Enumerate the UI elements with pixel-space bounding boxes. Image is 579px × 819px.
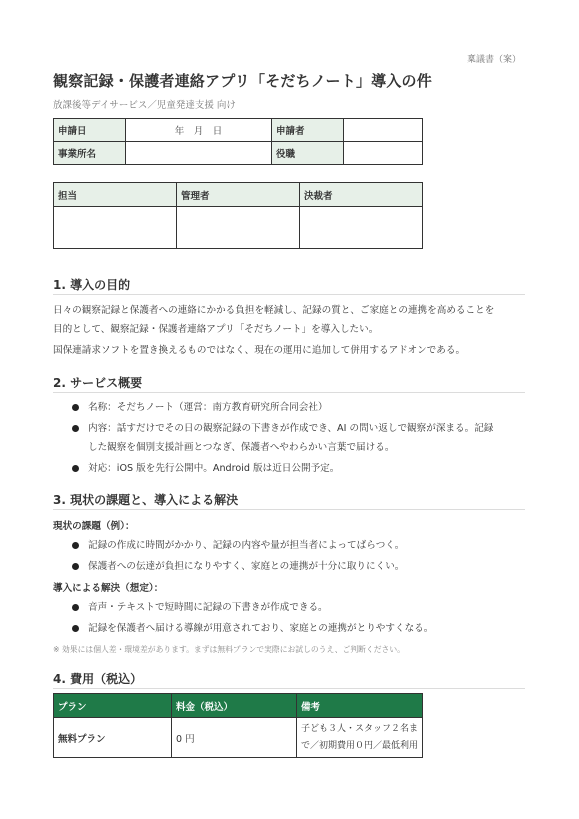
- service-platforms: 対応：iOS 版を先行公開中。Android 版は近日公開予定。: [88, 463, 340, 474]
- disclaimer-note: ※ 効果には個人差・環境差があります。まずは無料プランで実際にお試しのうえ、ご判断ください。: [53, 645, 405, 654]
- cost-table: [53, 693, 423, 758]
- applicant-label: 申請者: [272, 119, 344, 142]
- applicant-field[interactable]: [344, 119, 423, 142]
- service-content-cont: した観察を個別支援計画とつなぎ、保護者へやわらかい言葉で届ける。: [88, 442, 395, 453]
- application-table: [53, 118, 423, 165]
- approval-header-approver: 決裁者: [300, 183, 423, 207]
- plan-price: 0 円: [172, 718, 297, 758]
- cost-header-plan: プラン: [54, 694, 172, 718]
- position-field[interactable]: [344, 142, 423, 165]
- section-divider: [53, 392, 525, 393]
- list-item-continuation: [72, 438, 540, 458]
- list-item: [72, 398, 540, 418]
- section2-heading: 2. サービス概要: [53, 376, 143, 390]
- purpose-line-1: 日々の観察記録と保護者への連絡にかかる負担を軽減し、記録の質と、ご家庭との連携を高めることを: [53, 305, 495, 316]
- solution-text: 記録を保護者へ届ける導線が用意されており、家庭との連携がとりやすくなる。: [88, 623, 434, 634]
- section3-heading: 3. 現状の課題と、導入による解決: [53, 493, 239, 507]
- list-item: [72, 619, 540, 639]
- document-type: 稟議書（案）: [466, 55, 521, 65]
- approval-header-manager: 管理者: [177, 183, 300, 207]
- service-name: 名称：そだちノート（運営：南方教育研究所合同会社）: [88, 402, 328, 413]
- list-item: [72, 419, 540, 439]
- section1-heading: 1. 導入の目的: [53, 278, 131, 292]
- plan-remarks-line: で／初期費用０円／最低利用: [301, 740, 419, 751]
- page-title: 観察記録・保護者連絡アプリ「そだちノート」導入の件: [53, 72, 432, 90]
- plan-remarks-line: 子ども３人・スタッフ２名ま: [301, 723, 419, 734]
- section4-heading: 4. 費用（税込）: [53, 672, 143, 686]
- office-field[interactable]: [126, 142, 272, 165]
- purpose-note: 国保連請求ソフトを置き換えるものではなく、現在の運用に追加して併用するアドオンである。: [53, 345, 466, 356]
- cost-header-remarks: 備考: [297, 694, 423, 718]
- stamp-box-approver[interactable]: [300, 207, 423, 249]
- bullet-icon: [72, 425, 79, 432]
- approval-table: [53, 182, 423, 249]
- section-divider: [53, 509, 525, 510]
- purpose-line-2: 目的として、観察記録・保護者連絡アプリ「そだちノート」を導入したい。: [53, 324, 379, 335]
- stamp-box-manager[interactable]: [177, 207, 300, 249]
- issues-label: 現状の課題（例）：: [53, 521, 135, 532]
- service-content: 内容：話すだけでその日の観察記録の下書きが作成でき、AI の問い返しで観察が深まる。記録: [88, 423, 494, 434]
- bullet-icon: [72, 404, 79, 411]
- list-item: [72, 459, 540, 479]
- bullet-icon: [72, 542, 79, 549]
- bullet-icon: [72, 604, 79, 611]
- solution-text: 音声・テキストで短時間に記録の下書きが作成できる。: [88, 602, 328, 613]
- section-divider: [53, 294, 525, 295]
- cost-header-price: 料金（税込）: [172, 694, 297, 718]
- date-field[interactable]: 年 月 日: [126, 119, 272, 142]
- bullet-icon: [72, 465, 79, 472]
- issue-text: 保護者への伝達が負担になりやすく、家庭との連携が十分に取りにくい。: [88, 561, 405, 572]
- office-label: 事業所名: [54, 142, 126, 165]
- solutions-label: 導入による解決（想定）：: [53, 583, 164, 594]
- list-item: [72, 598, 540, 618]
- position-label: 役職: [272, 142, 344, 165]
- plan-remarks: [297, 718, 423, 758]
- stamp-box-staff[interactable]: [54, 207, 177, 249]
- plan-name: 無料プラン: [54, 718, 172, 758]
- list-item: [72, 536, 540, 556]
- issue-text: 記録の作成に時間がかかり、記録の内容や量が担当者によってばらつく。: [88, 540, 405, 551]
- section-divider: [53, 688, 525, 689]
- list-item: [72, 557, 540, 577]
- date-label: 申請日: [54, 119, 126, 142]
- bullet-icon: [72, 625, 79, 632]
- approval-header-staff: 担当: [54, 183, 177, 207]
- table-row: [54, 718, 423, 758]
- bullet-icon: [72, 563, 79, 570]
- page-subtitle: 放課後等デイサービス／児童発達支援 向け: [53, 100, 236, 111]
